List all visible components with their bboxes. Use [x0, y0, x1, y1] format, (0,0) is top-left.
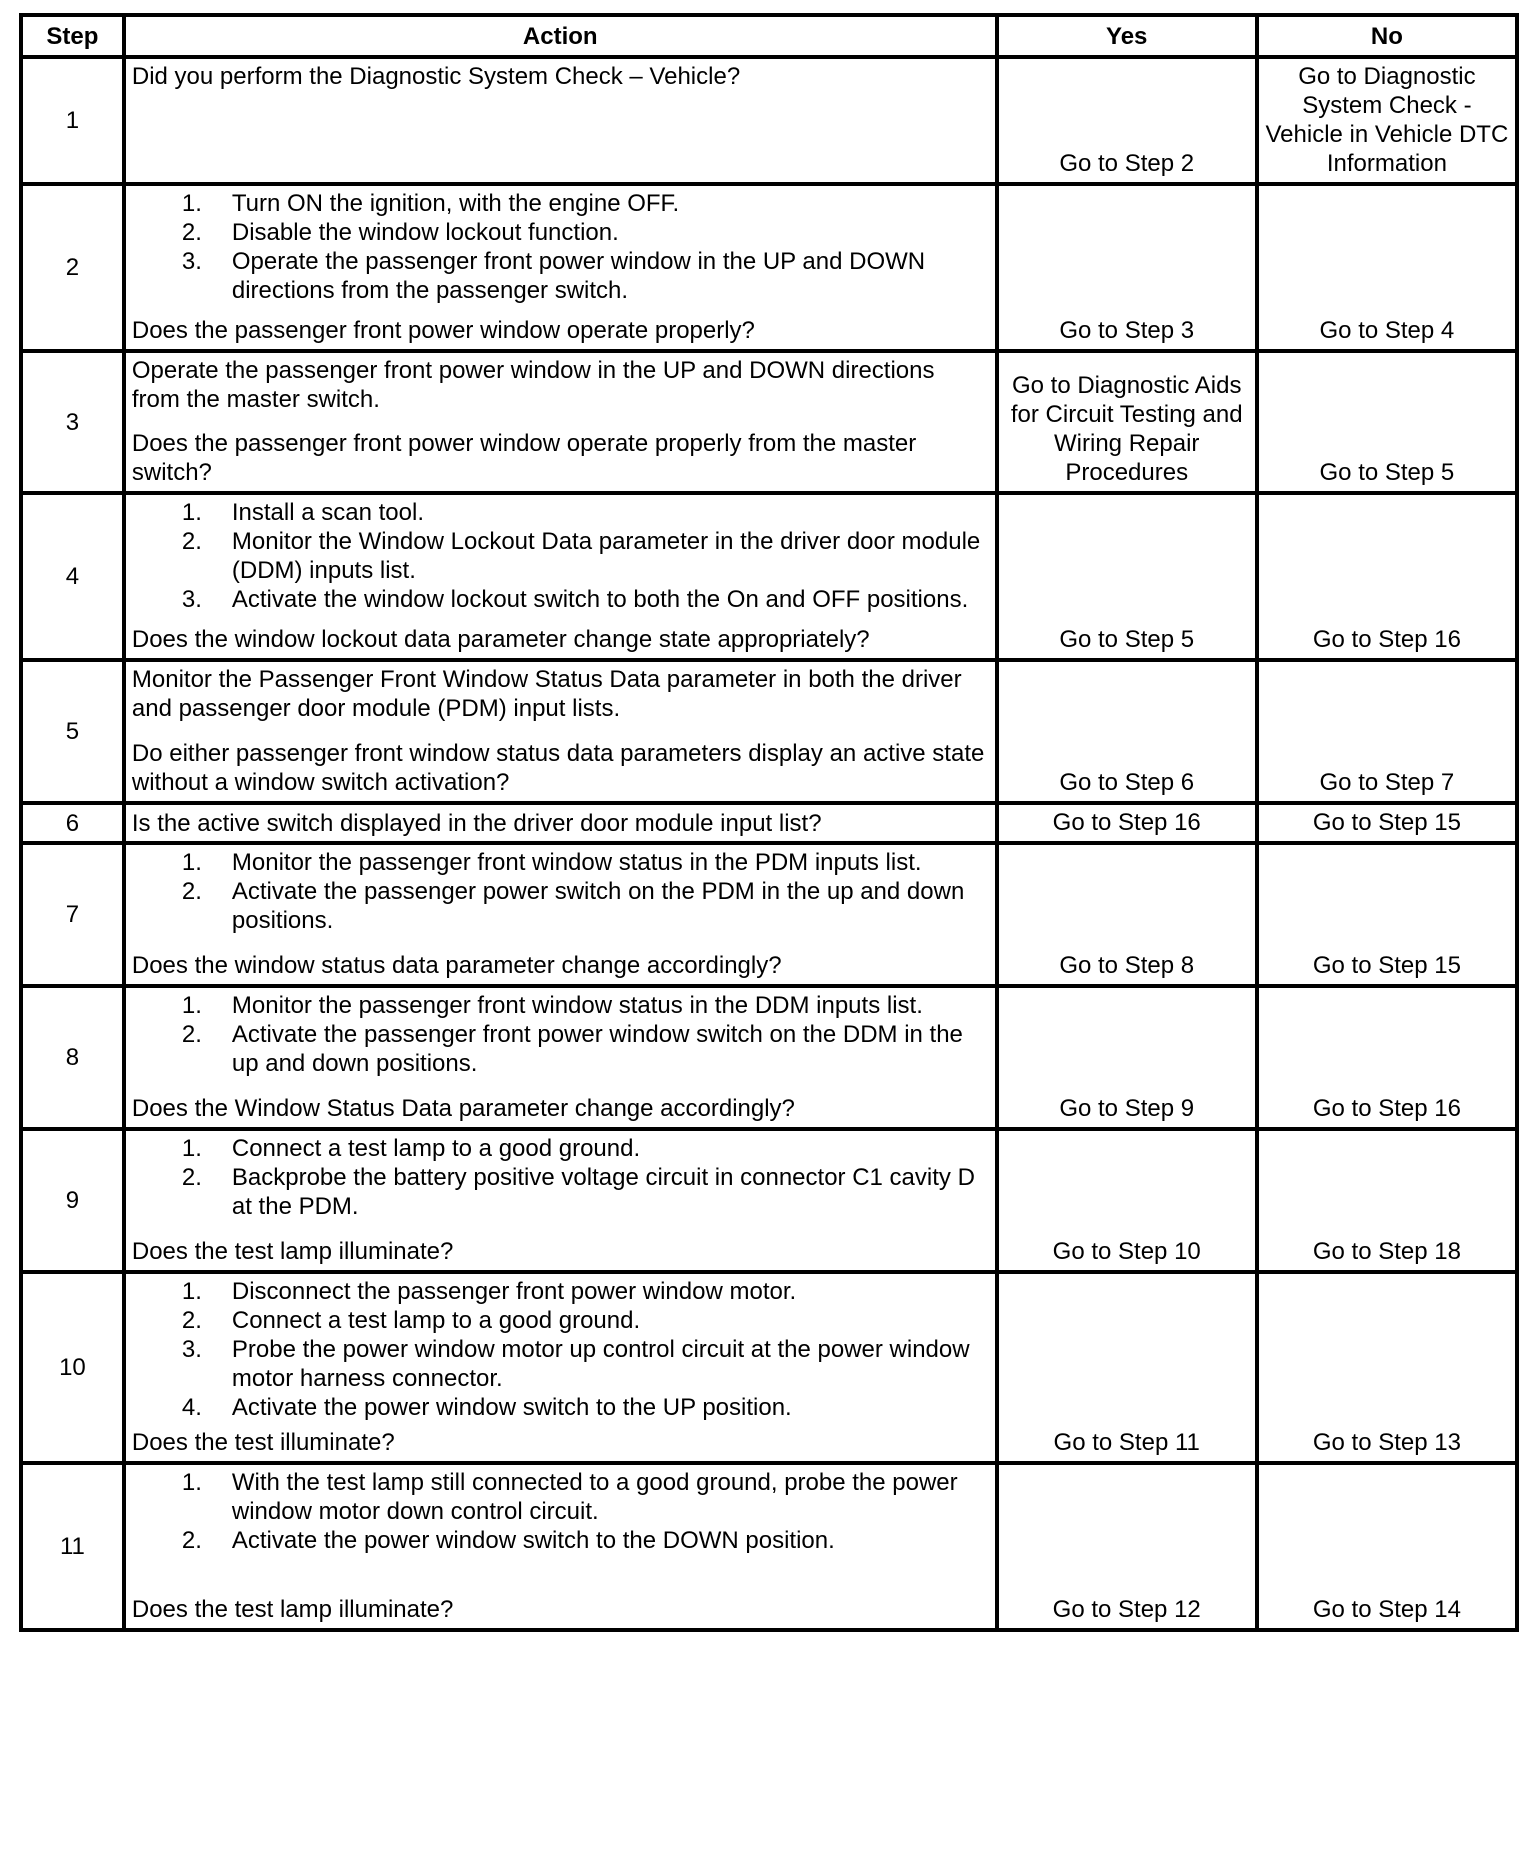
table-row [21, 1272, 1517, 1463]
action-steps [132, 991, 989, 1078]
list-item: 3. Probe the power window motor up control circuit at the power window motor harness connector. [181, 1336, 970, 1392]
table-row [21, 1463, 1517, 1630]
no-cell: Go to Step 5 [1257, 351, 1517, 493]
action-cell [124, 843, 997, 986]
table-row [21, 986, 1517, 1129]
step-number: 1 [21, 57, 124, 184]
action-cell [124, 1463, 997, 1630]
action-question: Does the window lockout data parameter change state appropriately? [131, 626, 870, 653]
action-cell [124, 803, 997, 843]
header-action: Action [124, 15, 997, 57]
header-step: Step [21, 15, 124, 57]
table-row [21, 493, 1517, 660]
action-steps [132, 1468, 989, 1555]
action-text: Is the active switch displayed in the driver door module input list? [131, 809, 822, 837]
action-cell [124, 986, 997, 1129]
action-steps [132, 848, 989, 935]
action-question: Does the window status data parameter change accordingly? [131, 952, 782, 979]
yes-cell: Go to Step 9 [997, 986, 1257, 1129]
step-number: 7 [21, 843, 124, 986]
action-cell [124, 184, 997, 351]
action-cell [124, 1129, 997, 1272]
action-steps [132, 1277, 989, 1422]
list-item: 3. Activate the window lockout switch to both the On and OFF positions. [181, 586, 969, 613]
no-cell: Go to Step 13 [1257, 1272, 1517, 1463]
no-cell: Go to Step 16 [1257, 986, 1517, 1129]
action-cell [124, 57, 997, 184]
no-cell: Go to Step 14 [1257, 1463, 1517, 1630]
table-row [21, 57, 1517, 184]
action-steps [132, 1134, 989, 1221]
header-yes: Yes [997, 15, 1257, 57]
no-cell: Go to Step 15 [1257, 803, 1517, 843]
diagnostic-table [19, 13, 1519, 1632]
action-question: Does the test lamp illuminate? [131, 1596, 454, 1623]
yes-cell: Go to Diagnostic Aids for Circuit Testing and Wiring Repair Procedures [997, 351, 1257, 493]
no-cell: Go to Step 15 [1257, 843, 1517, 986]
list-item: 1. Connect a test lamp to a good ground. [181, 1135, 641, 1162]
yes-cell: Go to Step 10 [997, 1129, 1257, 1272]
list-item: 2. Activate the power window switch to the DOWN position. [181, 1527, 835, 1554]
list-item: 1. Monitor the passenger front window status in the DDM inputs list. [181, 992, 923, 1019]
action-question: Does the test illuminate? [131, 1429, 395, 1456]
action-steps [132, 498, 989, 614]
yes-cell: Go to Step 3 [997, 184, 1257, 351]
yes-cell: Go to Step 8 [997, 843, 1257, 986]
yes-cell: Go to Step 5 [997, 493, 1257, 660]
step-number: 3 [21, 351, 124, 493]
table-row [21, 1129, 1517, 1272]
action-question: Does the test lamp illuminate? [131, 1238, 454, 1265]
table-row [21, 803, 1517, 843]
yes-cell: Go to Step 12 [997, 1463, 1257, 1630]
step-number: 5 [21, 660, 124, 803]
action-cell [124, 493, 997, 660]
step-number: 4 [21, 493, 124, 660]
yes-cell: Go to Step 16 [997, 803, 1257, 843]
no-cell: Go to Step 18 [1257, 1129, 1517, 1272]
no-cell: Go to Step 4 [1257, 184, 1517, 351]
no-cell: Go to Diagnostic System Check - Vehicle in Vehicle DTC Information [1257, 57, 1517, 184]
step-number: 2 [21, 184, 124, 351]
yes-cell: Go to Step 6 [997, 660, 1257, 803]
list-item: 2. Connect a test lamp to a good ground. [181, 1307, 641, 1334]
list-item: 1. Turn ON the ignition, with the engine OFF. [181, 190, 680, 217]
list-item: 2. Backprobe the battery positive voltage circuit in connector C1 cavity D at the PDM. [181, 1164, 975, 1220]
action-steps [132, 189, 989, 305]
step-number: 6 [21, 803, 124, 843]
yes-cell: Go to Step 11 [997, 1272, 1257, 1463]
no-cell: Go to Step 7 [1257, 660, 1517, 803]
list-item: 1. With the test lamp still connected to a good ground, probe the power window motor down control circuit. [181, 1469, 958, 1525]
step-number: 9 [21, 1129, 124, 1272]
action-text: Operate the passenger front power window in the UP and DOWN directions from the master switch. [131, 357, 935, 413]
action-cell [124, 660, 997, 803]
table-row [21, 660, 1517, 803]
step-number: 11 [21, 1463, 124, 1630]
step-number: 10 [21, 1272, 124, 1463]
list-item: 2. Monitor the Window Lockout Data parameter in the driver door module (DDM) inputs list. [181, 528, 981, 584]
action-question: Does the passenger front power window operate properly from the master switch? [131, 430, 917, 486]
action-text: Monitor the Passenger Front Window Status Data parameter in both the driver and passenger door module (PDM) input lists. [131, 666, 962, 722]
no-cell: Go to Step 16 [1257, 493, 1517, 660]
action-cell [124, 1272, 997, 1463]
list-item: 1. Install a scan tool. [181, 499, 424, 526]
list-item: 1. Disconnect the passenger front power window motor. [181, 1278, 797, 1305]
header-no: No [1257, 15, 1517, 57]
action-question: Do either passenger front window status data parameters display an active state without a window switch activation? [131, 740, 985, 796]
list-item: 3. Operate the passenger front power window in the UP and DOWN directions from the passenger switch. [181, 248, 926, 304]
list-item: 2. Activate the passenger front power window switch on the DDM in the up and down positions. [181, 1021, 963, 1077]
action-cell [124, 351, 997, 493]
step-number: 8 [21, 986, 124, 1129]
list-item: 1. Monitor the passenger front window status in the PDM inputs list. [181, 849, 922, 876]
table-row [21, 351, 1517, 493]
action-question: Does the passenger front power window operate properly? [131, 317, 755, 344]
table-row [21, 843, 1517, 986]
table-row [21, 184, 1517, 351]
list-item: 2. Activate the passenger power switch on the PDM in the up and down positions. [181, 878, 965, 934]
yes-cell: Go to Step 2 [997, 57, 1257, 184]
action-text: Did you perform the Diagnostic System Check – Vehicle? [131, 63, 741, 90]
list-item: 4. Activate the power window switch to the UP position. [181, 1394, 792, 1421]
table-header-row [21, 15, 1517, 57]
action-question: Does the Window Status Data parameter change accordingly? [131, 1095, 795, 1122]
list-item: 2. Disable the window lockout function. [181, 219, 619, 246]
